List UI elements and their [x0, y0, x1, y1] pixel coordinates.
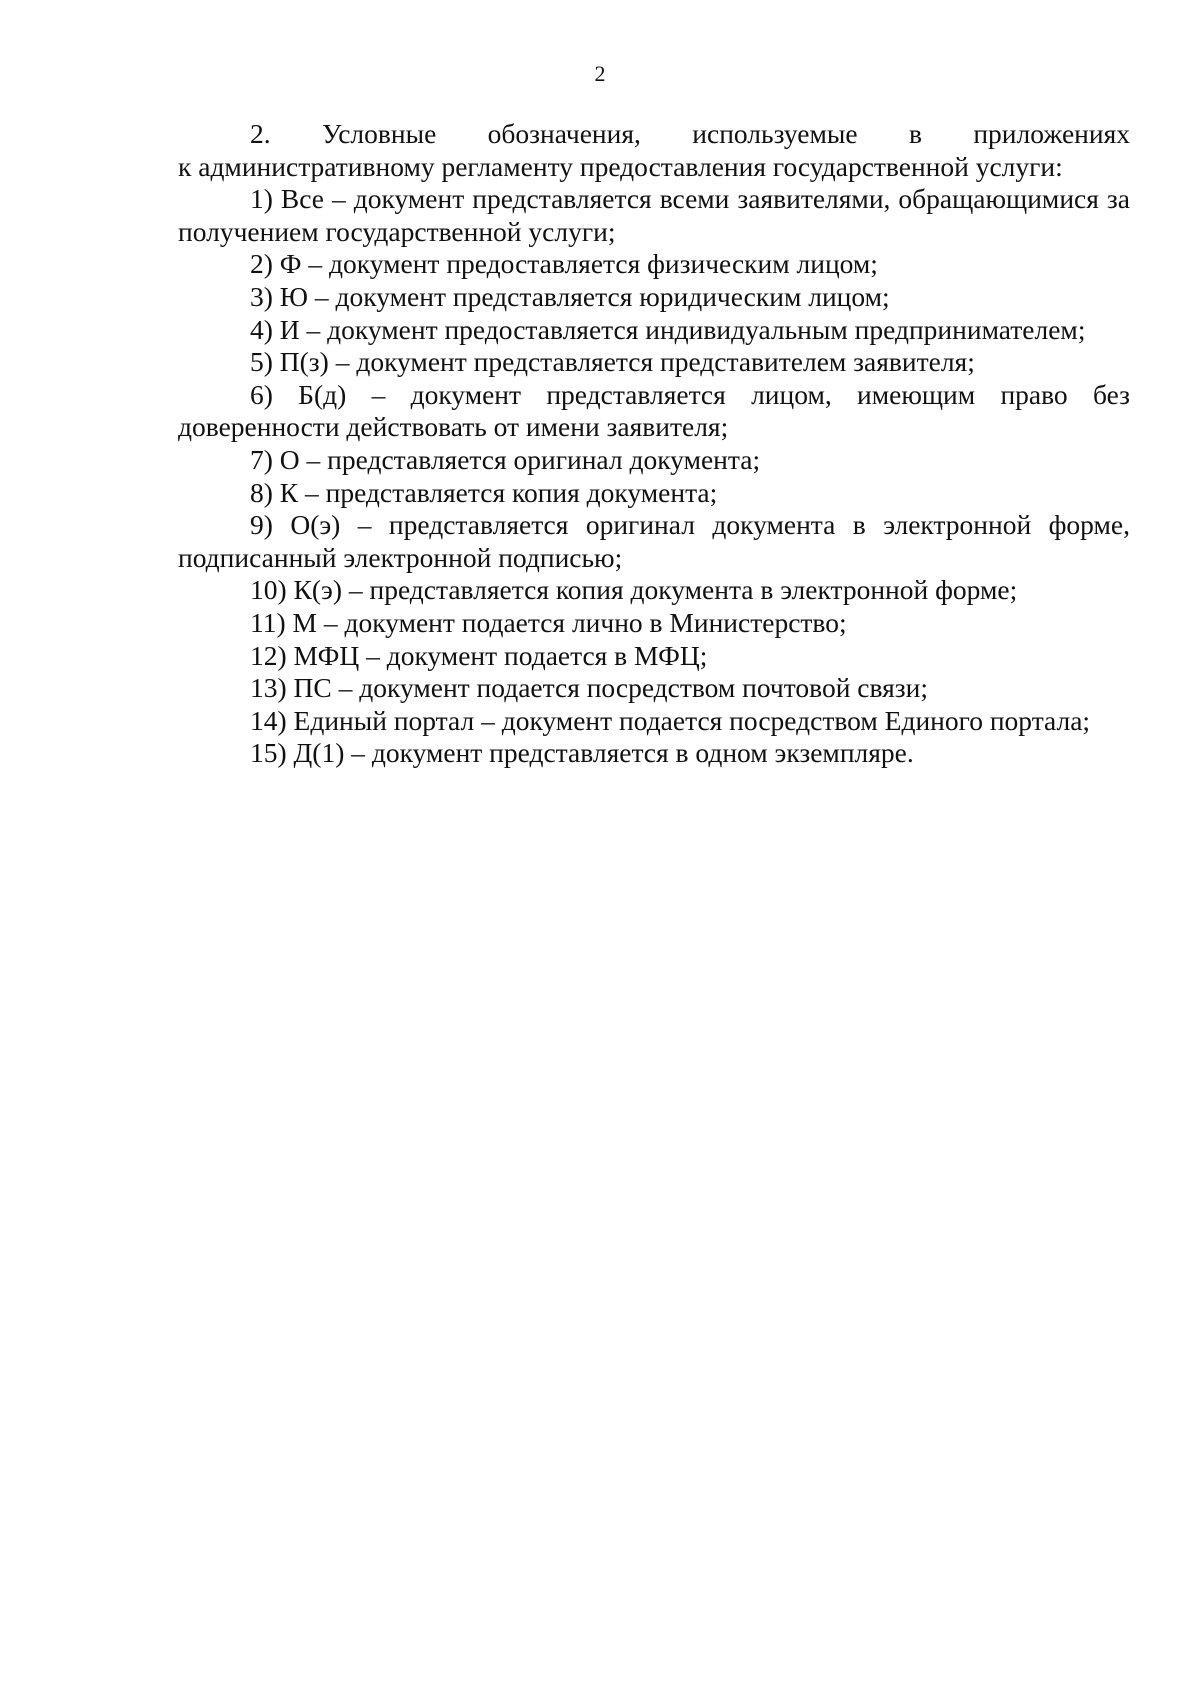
- list-item: 15) Д(1) – документ представляется в одном экземпляре.: [250, 737, 914, 769]
- list-item: 13) ПС – документ подается посредством почтовой связи;: [250, 672, 929, 704]
- list-item: 7) О – представляется оригинал документа;: [250, 443, 761, 475]
- document-body: [178, 118, 1130, 770]
- list-item: 5) П(з) – документ представляется представителем заявителя;: [250, 346, 975, 378]
- list-item: 14) Единый портал – документ подается посредством Единого портала;: [250, 704, 1091, 736]
- list-item: 8) К – представляется копия документа;: [250, 476, 718, 508]
- list-item: 10) К(э) – представляется копия документа в электронной форме;: [250, 574, 1018, 606]
- list-item: 2) Ф – документ предоставляется физическим лицом;: [250, 248, 878, 280]
- list-item: 1) Все – документ представляется всеми заявителями, обращающимися за получением государственной услуги;: [178, 183, 1130, 247]
- list-item: 12) МФЦ – документ подается в МФЦ;: [250, 639, 708, 671]
- list-item: 4) И – документ предоставляется индивидуальным предпринимателем;: [250, 313, 1086, 345]
- list-item: 9) О(э) – представляется оригинал документа в электронной форме, подписанный электронной подписью;: [178, 509, 1130, 573]
- section-heading: [178, 118, 1130, 183]
- page-number: 2: [594, 61, 606, 86]
- list-item: 11) М – документ подается лично в Министерство;: [250, 606, 847, 638]
- section-heading-line-2: к административному регламенту предоставления государственной услуги:: [178, 150, 1063, 182]
- section-heading-line-1: 2. Условные обозначения, используемые в приложениях: [250, 118, 1130, 149]
- list-item: 6) Б(д) – документ представляется лицом, имеющим право без доверенности действовать от имени заявителя;: [178, 378, 1130, 443]
- list-item: 3) Ю – документ представляется юридическим лицом;: [250, 280, 890, 312]
